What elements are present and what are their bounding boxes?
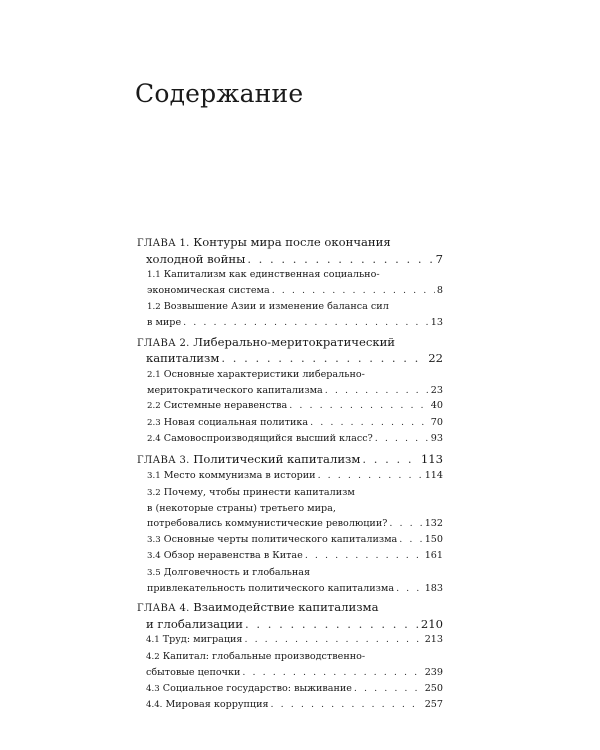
section-title[interactable]: Капитал: глобальные производственно- [162,650,366,662]
chapter-3 [137,452,443,597]
leader-dots [305,548,423,563]
section-title-cont[interactable]: потребовались коммунистические революции? [147,518,388,530]
chapter-title[interactable]: Контуры мира после окончания [193,235,391,249]
chapter-title-cont[interactable]: капитализм [146,351,220,366]
page-number: 257 [424,699,443,711]
chapter-2 [137,335,443,448]
page-number: 93 [430,433,443,445]
section-number: 4.2 [146,651,160,662]
section-number: 3.3 [147,534,161,545]
leader-dots [244,632,422,647]
leader-dots [399,532,422,547]
leader-dots [318,468,423,483]
section-number: 2.4 [147,434,161,445]
section-4-3 [137,681,443,697]
section-4-1 [137,632,443,648]
chapter-prefix: ГЛАВА 3. [137,454,190,466]
chapter-title[interactable]: Политический капитализм [193,451,361,466]
section-title[interactable]: Системные неравенства [163,400,288,412]
section-title-cont[interactable]: в (некоторые страны) третьего мира, [147,502,336,514]
section-4-2 [137,649,443,681]
section-title[interactable]: Новая социальная политика [163,416,309,428]
page-number: 150 [424,533,443,545]
leader-dots [375,431,429,446]
page-number: 8 [436,285,443,297]
chapter-1 [137,235,443,331]
page-number: 213 [424,634,443,646]
section-number: 3.2 [147,487,161,498]
section-number: 1.1 [147,270,161,280]
section-1-2 [137,299,443,331]
page-number: 114 [424,470,443,482]
section-3-2 [137,485,443,532]
page-number: 13 [430,317,443,329]
chapter-title-cont[interactable]: холодной войны [146,251,246,266]
section-3-5 [137,565,443,597]
leader-dots [325,383,429,398]
page-number: 250 [424,682,443,694]
section-3-1 [137,468,443,484]
section-number: 3.4 [147,551,161,562]
leader-dots [272,283,435,298]
chapter-prefix: ГЛАВА 1. [137,238,190,249]
section-2-3 [137,415,443,431]
section-title[interactable]: Место коммунизма в истории [163,470,316,482]
leader-dots [221,351,426,367]
section-number: 4.1 [146,635,160,646]
chapter-title[interactable]: Взаимодействие капитализма [193,600,379,615]
section-number: 1.2 [147,301,161,312]
section-1-1 [137,267,443,299]
section-number: 3.1 [147,471,161,482]
section-number: 2.2 [147,401,161,412]
section-2-2 [137,398,443,414]
section-number: 3.5 [147,567,161,578]
leader-dots [289,398,429,413]
section-title-cont[interactable]: привлекательность политического капитализма [147,583,395,594]
section-number: 2.3 [147,417,161,428]
section-title[interactable]: Социальное государство: выживание [162,682,352,694]
page-number: 22 [428,351,443,366]
page-number: 7 [435,251,443,266]
section-2-4 [137,431,443,447]
leader-dots [271,697,423,712]
leader-dots [310,415,429,430]
chapter-title-cont[interactable]: и глобализации [146,616,243,631]
leader-dots [183,315,429,330]
section-title[interactable]: Возвышение Азии и изменение баланса сил [163,300,389,312]
leader-dots [247,252,433,268]
page-number: 23 [430,385,443,397]
chapter-prefix: ГЛАВА 4. [137,603,190,615]
chapter-4 [137,600,443,713]
page-number: 40 [430,400,443,412]
page-number: 113 [420,451,443,466]
chapter-title[interactable]: Либерально-меритократический [193,334,396,349]
section-title-cont[interactable]: в мире [147,317,182,329]
section-title[interactable]: Обзор неравенства в Китае [163,550,303,562]
section-title[interactable]: Труд: миграция [162,634,243,646]
section-title[interactable]: Мировая коррупция [165,699,269,711]
section-title-cont[interactable]: меритократического капитализма [147,385,323,397]
section-title-cont[interactable]: экономическая система [147,285,270,297]
section-2-1 [137,367,443,399]
section-number: 4.3 [146,683,160,694]
page-number: 70 [430,416,443,428]
section-3-4 [137,548,443,564]
page-number: 132 [424,518,443,530]
leader-dots [242,665,422,680]
section-number: 4.4. [146,700,163,711]
section-title[interactable]: Капитализм как единственная социально- [163,269,380,280]
section-number: 2.1 [147,369,161,380]
leader-dots [354,681,423,696]
section-title[interactable]: Долговечность и глобальная [163,566,311,578]
section-title[interactable]: Основные характеристики либерально- [163,368,365,380]
leader-dots [362,452,418,468]
page-number: 239 [424,667,443,679]
page-number: 161 [424,550,443,562]
page-title: Содержание [135,78,304,108]
section-title[interactable]: Самовоспроизводящийся высший класс? [163,433,373,445]
section-3-3 [137,532,443,548]
section-title[interactable]: Почему, чтобы принести капитализм [163,486,355,498]
leader-dots [245,617,419,633]
section-title[interactable]: Основные черты политического капитализма [163,533,398,545]
page-number: 210 [420,616,443,631]
section-title-cont[interactable]: сбытовые цепочки [146,667,241,679]
leader-dots [396,581,423,596]
page-number: 183 [424,583,443,594]
section-4-4 [137,697,443,713]
chapter-prefix: ГЛАВА 2. [137,337,190,349]
leader-dots [389,516,422,531]
table-of-contents [137,235,443,717]
